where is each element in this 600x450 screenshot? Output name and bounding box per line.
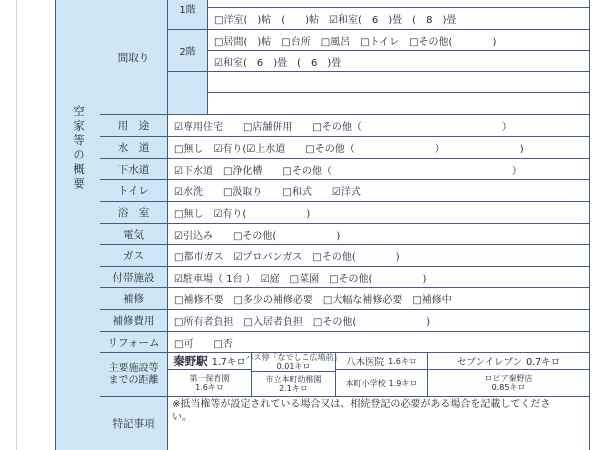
scan-edge-right (589, 0, 600, 450)
row-label-hoshu: 補修 (100, 288, 168, 310)
facility-1-name: 秦野駅 (173, 354, 208, 368)
facility-3b-dist: 1.9キロ (388, 378, 418, 388)
facility-4b-name: ロピア秦野店 (484, 374, 533, 383)
scan-edge-left (0, 0, 17, 450)
row-value-suido (168, 137, 590, 159)
facility-3b-name: 本町小学校 (345, 378, 386, 388)
denki-text: ☑引込み □その他( ) (174, 230, 341, 242)
row-label-denki: 電気 (100, 224, 168, 245)
row-value-hoshu (168, 288, 590, 310)
row-value-hoshu-hiyou (168, 310, 590, 332)
facility-4-top (428, 353, 589, 370)
hoshu-text: □補修不要 □多少の補修必要 □大幅な補修必要 □補修中 (174, 295, 452, 306)
row-label-yokushitsu: 浴 室 (100, 202, 168, 224)
facility-3-dist: 1.6キロ (388, 356, 417, 366)
row-value-denki (168, 224, 590, 245)
section-column (55, 0, 102, 450)
facility-2-name: バス停「なでしこ広場前」 (245, 353, 342, 362)
facility-4-name: セブンイレブン (456, 357, 523, 368)
facility-1-dist: 1.7キロ (211, 357, 246, 368)
madori-label: 間取り (100, 0, 168, 115)
facility-2-dist: 0.01キロ (276, 362, 311, 371)
facility-1-top (168, 353, 251, 370)
floor2-label: 2階 (168, 30, 208, 72)
floor2-row-2-text: ☑和室( 6 )畳 ( 6 )畳 (214, 57, 342, 69)
floor2-row-1-text: □居間( )帖 □台所 □風呂 □トイレ □その他( ) (214, 36, 497, 48)
reform-text: □可 □否 (174, 338, 233, 350)
facility-2b-dist: 2.1キロ (279, 384, 308, 393)
yokushitsu-text: □無し ☑有り( ) (174, 209, 311, 220)
hoshu-hiyou-text: □所有者負担 □入居者負担 □その他( ) (174, 317, 431, 328)
notes-text-line-1: ※抵当権等が設定されている場合又は、相続登記の必要がある場合を記載してくださ (172, 399, 551, 410)
floor1-row-top (208, 0, 590, 8)
notes-label: 特記事項 (100, 397, 168, 450)
facility-3-bottom (336, 370, 427, 396)
floor3-label (168, 72, 208, 115)
section-title: 空家等の概要 (72, 105, 86, 192)
gesuido-text: ☑下水道 □浄化槽 □その他（ ） (174, 165, 522, 177)
row-label-gesuido: 下水道 (100, 159, 168, 180)
youto-text: ☑専用住宅 □店舗併用 □その他（ ） (174, 122, 512, 133)
facilities-label: 主要施設等までの距離 (100, 353, 168, 397)
facility-1-bottom (168, 370, 251, 396)
row-value-yokushitsu (168, 202, 590, 224)
facility-4b-dist: 0.85キロ (491, 383, 526, 392)
toilet-text: ☑水洗 □汲取り □和式 ☑洋式 (174, 187, 361, 198)
floor2-row-1 (208, 30, 590, 51)
facility-col-1 (168, 353, 252, 397)
row-value-gas (168, 245, 590, 267)
notes-body (168, 397, 590, 450)
floor1-row-text: □洋室( )帖 ( )帖 ☑和室( 6 )畳 ( 8 )畳 (214, 15, 457, 26)
futai-text: ☑駐車場（ 1台 ） ☑庭 □菜園 □その他( ) (174, 273, 427, 285)
facility-2b-name: 市立本町幼稚園 (265, 375, 322, 384)
floor3-row-1 (208, 72, 590, 93)
facility-1b-name: 第一保育園 (189, 374, 230, 383)
floor3-row-2 (208, 93, 590, 115)
floor2-row-2 (208, 51, 590, 72)
row-label-hoshu-hiyou: 補修費用 (100, 310, 168, 332)
row-label-toilet: トイレ (100, 180, 168, 202)
facility-4-bottom (428, 370, 589, 396)
row-label-futai: 付帯施設 (100, 267, 168, 288)
facility-col-4 (428, 353, 590, 397)
suido-text: □無し ☑有り(☑上水道 □その他（ ） ) (174, 144, 524, 155)
row-label-youto: 用 途 (100, 115, 168, 137)
row-value-gesuido (168, 159, 590, 180)
facility-col-2 (245, 353, 342, 397)
facility-1b-dist: 1.6キロ (195, 383, 224, 392)
floor1-label: 1階 (168, 0, 208, 30)
facility-2-top (245, 353, 342, 372)
row-label-reform: リフォーム (100, 332, 168, 353)
floor1-row (208, 8, 590, 30)
facility-col-3 (336, 353, 428, 397)
row-value-reform (168, 332, 590, 353)
row-value-youto (168, 115, 590, 137)
notes-text-line-2: い。 (172, 412, 192, 423)
facility-4-dist: 0.7キロ (526, 357, 561, 368)
facility-3-top (336, 353, 427, 370)
facility-2-bottom (252, 372, 335, 396)
row-label-gas: ガス (100, 245, 168, 267)
row-value-toilet (168, 180, 590, 202)
row-value-futai (168, 267, 590, 288)
facility-3-name: 八木医院 (346, 357, 385, 368)
gas-text: □都市ガス ☑プロパンガス □その他( ) (174, 252, 400, 263)
row-label-suido: 水 道 (100, 137, 168, 159)
